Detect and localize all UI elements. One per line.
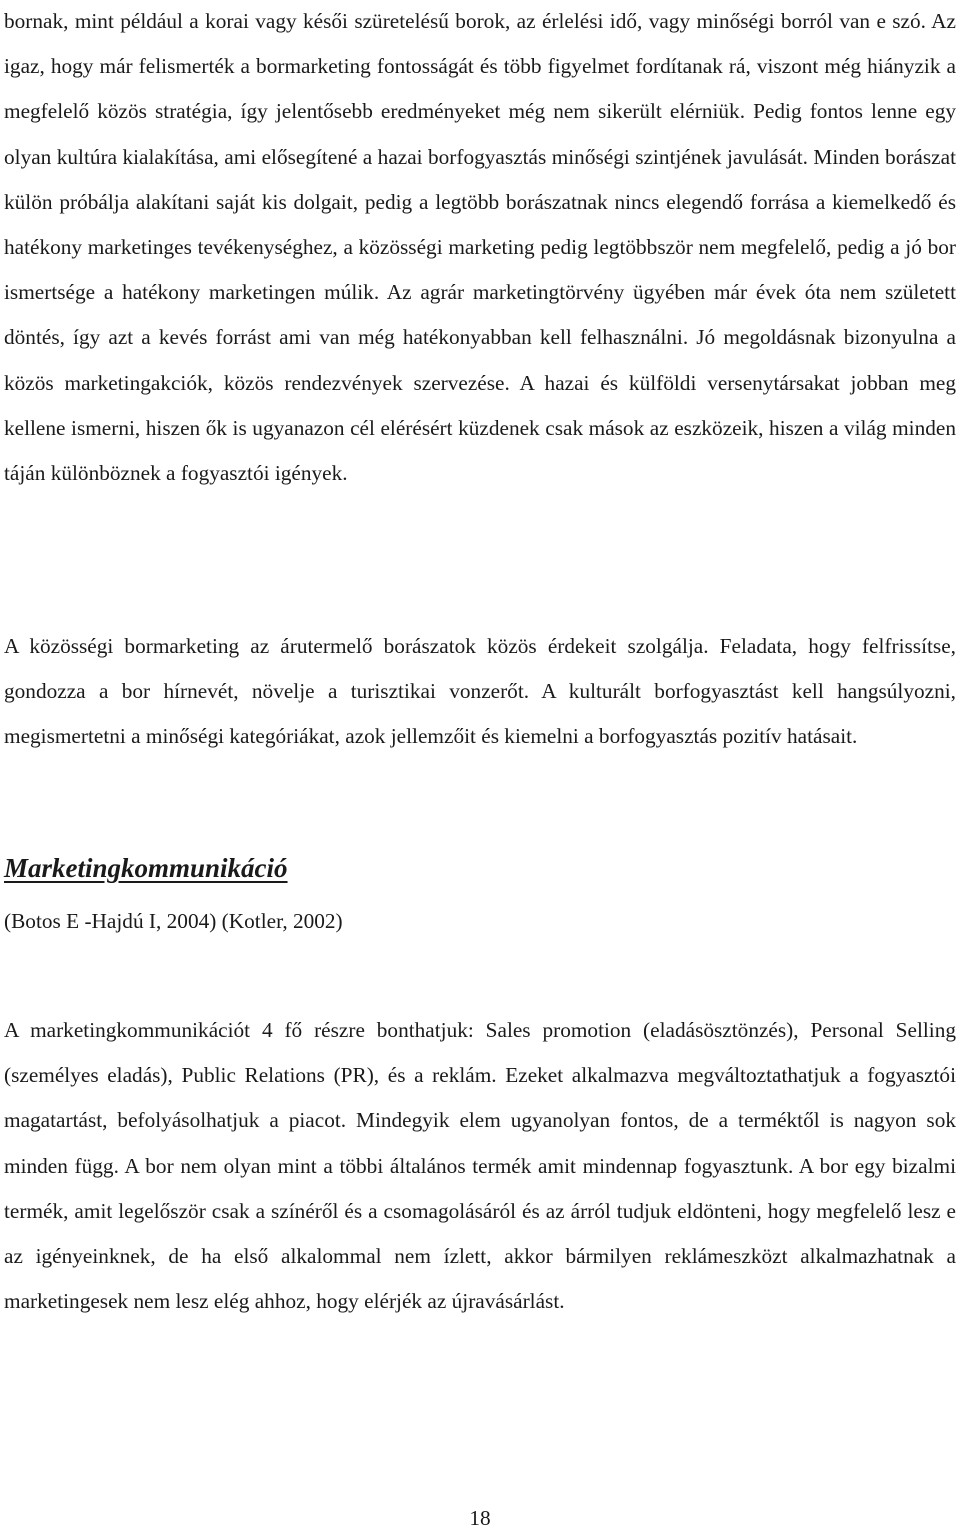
citation: (Botos E -Hajdú I, 2004) (Kotler, 2002) (4, 909, 343, 933)
body-paragraph-3: A marketingkommunikációt 4 fő részre bonthatjuk: Sales promotion (eladásösztönzés), Personal Selling (személyes eladás), Public Relations (PR), és a reklám. Ezeket alkalmazva megváltoztathatjuk a fogyasztói magatartást, befolyásolhatjuk a piacot. Mindegyik elem ugyanolyan fontos, de a terméktől is nagyon sok minden függ. A bor nem olyan mint a többi általános termék amit mindennap fogyasztunk. A bor egy bizalmi termék, amit legelőször csak a színéről és a csomagolásáról és az árról tudjuk eldönteni, hogy megfelelő lesz e az igényeinknek, de ha első alkalommal nem ízlett, akkor bármilyen reklámeszközt alkalmazhatnak a marketingesek nem lesz elég ahhoz, hogy elérjék az újravásárlást. (4, 1018, 956, 1314)
body-paragraph-2: A közösségi bormarketing az árutermelő borászatok közös érdekeit szolgálja. Feladata, hogy felfrissítse, gondozza a bor hírnevét, növelje a turisztikai vonzerőt. A kulturált borfogyasztást kell hangsúlyozni, megismertetni a minőségi kategóriákat, azok jellemzőit és kiemelni a borfogyasztás pozitív hatásait. (4, 634, 956, 749)
page-number: 18 (469, 1506, 491, 1530)
body-paragraph-1: bornak, mint például a korai vagy késői szüretelésű borok, az érlelési idő, vagy minőségi borról van e szó. Az igaz, hogy már felismerték a bormarketing fontosságát és több figyelmet fordítanak rá, viszont még hiányzik a megfelelő közös stratégia, így jelentősebb eredményeket még nem sikerült elérniük. Pedig fontos lenne egy olyan kultúra kialakítása, ami elősegítené a hazai borfogyasztás minőségi szintjének javulását. Minden borászat külön próbálja alakítani saját kis dolgait, pedig a legtöbb borászatnak nincs elegendő forrása a kiemelkedő és hatékony marketinges tevékenységhez, a közösségi marketing pedig legtöbbször nem megfelelő, pedig a jó bor ismertsége a hatékony marketingen múlik. Az agrár marketingtörvény ügyében már évek óta nem született döntés, így azt a kevés forrást ami van még hatékonyabban kell felhasználni. Jó megoldásnak bizonyulna a közös marketingakciók, közös rendezvények szervezése. A hazai és külföldi versenytársakat jobban meg kellene ismerni, hiszen ők is ugyanazon cél elérésért küzdenek csak mások az eszközeik, hiszen a világ minden táján különböznek a fogyasztói igények. (4, 9, 956, 486)
section-heading: Marketingkommunikáció (4, 853, 288, 883)
